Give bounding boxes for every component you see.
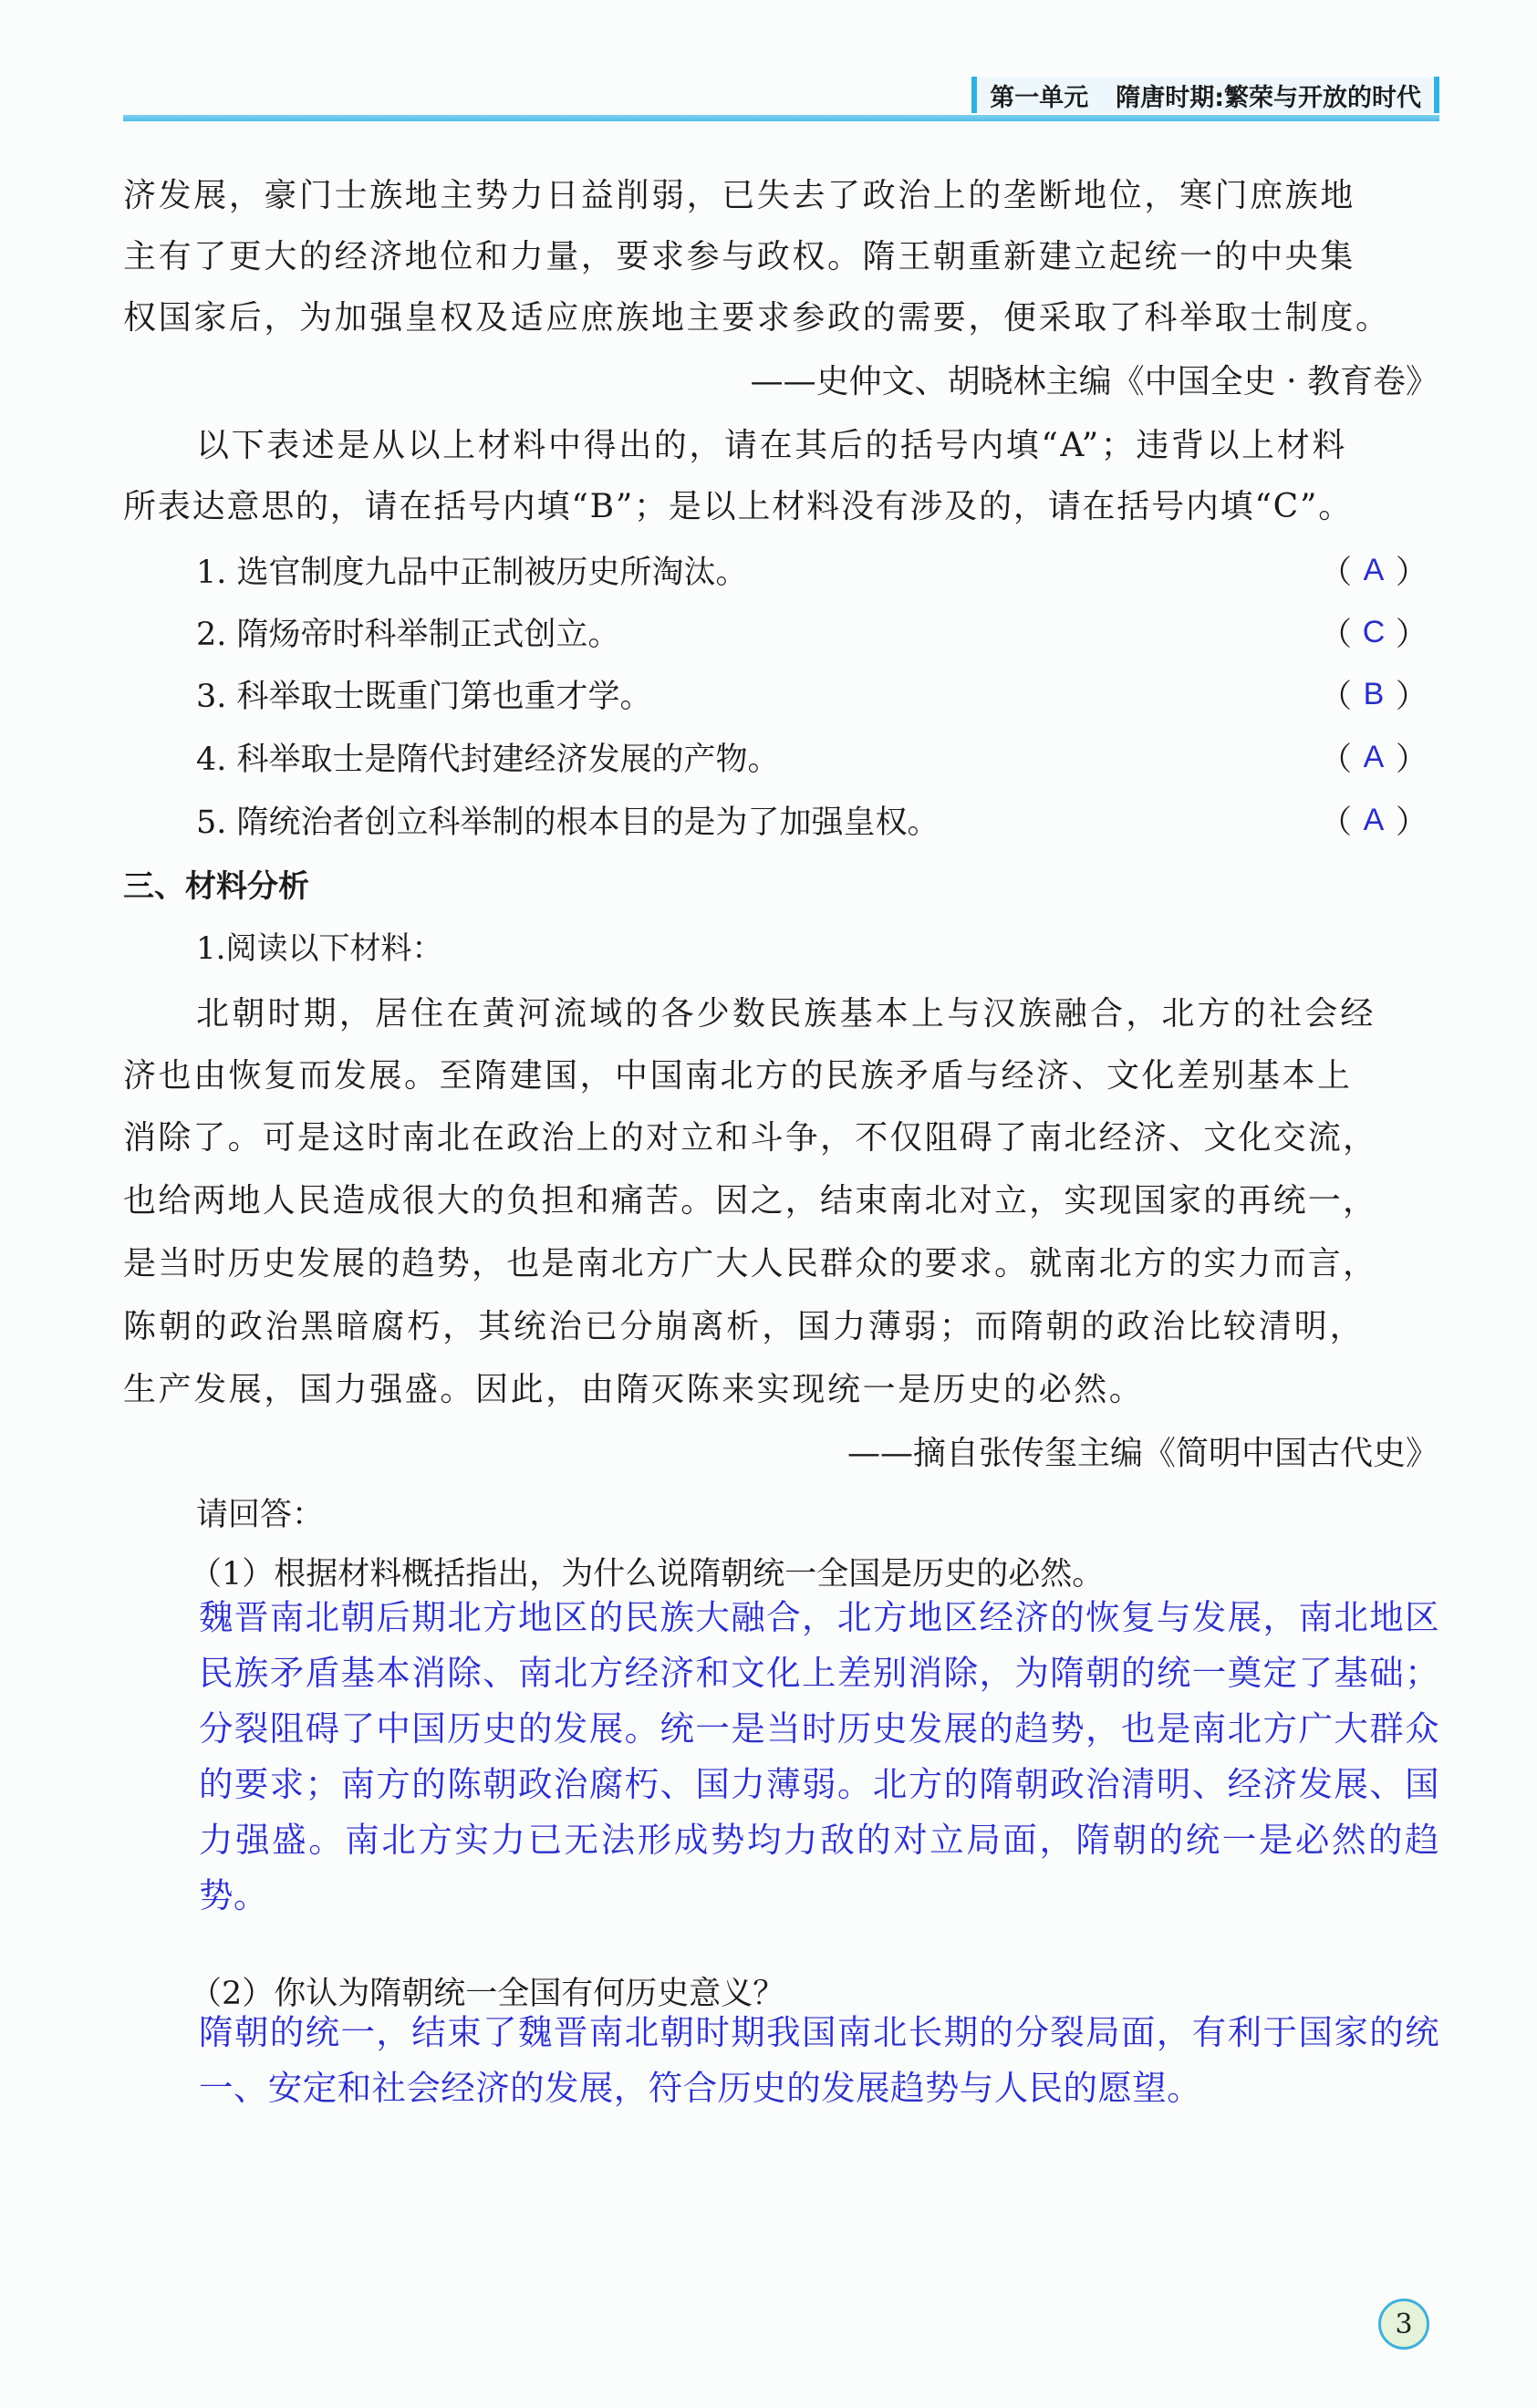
unit-label: 第一单元 (990, 83, 1089, 112)
material1-line: 权国家后，为加强皇权及适应庶族地主要求参政的需要，便采取了科举取士制度。 (123, 299, 1391, 337)
unit-title: 隋唐时期:繁荣与开放的时代 (1116, 83, 1421, 112)
material2-line: 生产发展，国力强盛。因此，由隋灭陈来实现统一是历史的必然。 (123, 1371, 1145, 1408)
question-1: （1）根据材料概括指出，为什么说隋朝统一全国是历史的必然。 (190, 1556, 1105, 1593)
material1-line: 济发展，豪门士族地主势力日益削弱，已失去了政治上的垄断地位，寒门庶族地 (123, 177, 1356, 214)
answer-1: 魏晋南北朝后期北方地区的民族大融合，北方地区经济的恢复与发展，南北地区民族矛盾基本消除、南北方经济和文化上差别消除，为隋朝的统一奠定了基础；分裂阻碍了中国历史的发展。统一是当时历史发展的趋势，也是南北方广大群众的要求；南方的陈朝政治腐朽、国力薄弱。北方的隋朝政治清明、经济发展、国力强盛。南北方实力已无法形成势均力敌的对立局面，隋朝的统一是必然的趋势。 (199, 1597, 1439, 1915)
instruction-line: 以下表述是从以上材料中得出的，请在其后的括号内填“A”；违背以上材料 (196, 427, 1347, 464)
material2-source: ——摘自张传玺主编《简明中国古代史》 (846, 1435, 1438, 1472)
question-2: （2）你认为隋朝统一全国有何历史意义？ (190, 1976, 785, 2012)
page-number: 3 (1378, 2299, 1429, 2350)
answer-bracket: （ B ） (1320, 676, 1428, 715)
header-rule (123, 115, 1439, 121)
header-label (971, 77, 1439, 113)
answer-bracket: （ C ） (1320, 614, 1428, 653)
material2-line: 消除了。可是这时南北在政治上的对立和斗争，不仅阻碍了南北经济、文化交流， (123, 1119, 1378, 1157)
material2-line: 北朝时期，居住在黄河流域的各少数民族基本上与汉族融合，北方的社会经 (196, 995, 1376, 1033)
answer-2: 隋朝的统一，结束了魏晋南北朝时期我国南北长期的分裂局面，有利于国家的统一、安定和社会经济的发展，符合历史的发展趋势与人民的愿望。 (199, 2012, 1439, 2108)
page-header (123, 75, 1439, 120)
please-answer-label: 请回答： (196, 1497, 325, 1533)
judgment-answer: A (1363, 802, 1385, 837)
judgment-item: 5. 隋统治者创立科举制的根本目的是为了加强皇权。 (196, 804, 940, 841)
judgment-item: 2. 隋炀帝时科举制正式创立。 (196, 617, 620, 653)
read-prompt: 1.阅读以下材料： (196, 930, 443, 967)
material2-line: 陈朝的政治黑暗腐朽，其统治已分崩离析，国力薄弱；而隋朝的政治比较清明， (123, 1308, 1366, 1345)
judgment-answer: A (1363, 552, 1385, 587)
judgment-answer: A (1363, 739, 1385, 774)
material2-line: 济也由恢复而发展。至隋建国，中国南北方的民族矛盾与经济、文化差别基本上 (123, 1057, 1353, 1095)
judgment-answer: C (1362, 614, 1386, 649)
judgment-item: 3. 科举取士既重门第也重才学。 (196, 679, 652, 715)
judgment-item: 1. 选官制度九品中正制被历史所淘汰。 (196, 555, 748, 591)
answer-bracket: （ A ） (1320, 802, 1428, 841)
material1-line: 主有了更大的经济地位和力量，要求参与政权。隋王朝重新建立起统一的中央集 (123, 238, 1356, 275)
answer-bracket: （ A ） (1320, 739, 1428, 778)
answer-bracket: （ A ） (1320, 552, 1428, 591)
section-title: 三、材料分析 (123, 868, 309, 905)
material1-source: ——史仲文、胡晓林主编《中国全史 · 教育卷》 (750, 363, 1438, 400)
instruction-line: 所表达意思的，请在括号内填“B”；是以上材料没有涉及的，请在括号内填“C”。 (123, 488, 1354, 525)
material2-line: 是当时历史发展的趋势，也是南北方广大人民群众的要求。就南北方的实力而言， (123, 1245, 1378, 1282)
material2-line: 也给两地人民造成很大的负担和痛苦。因之，结束南北对立，实现国家的再统一， (123, 1182, 1378, 1220)
judgment-answer: B (1363, 676, 1385, 711)
judgment-item: 4. 科举取士是隋代封建经济发展的产物。 (196, 742, 780, 778)
